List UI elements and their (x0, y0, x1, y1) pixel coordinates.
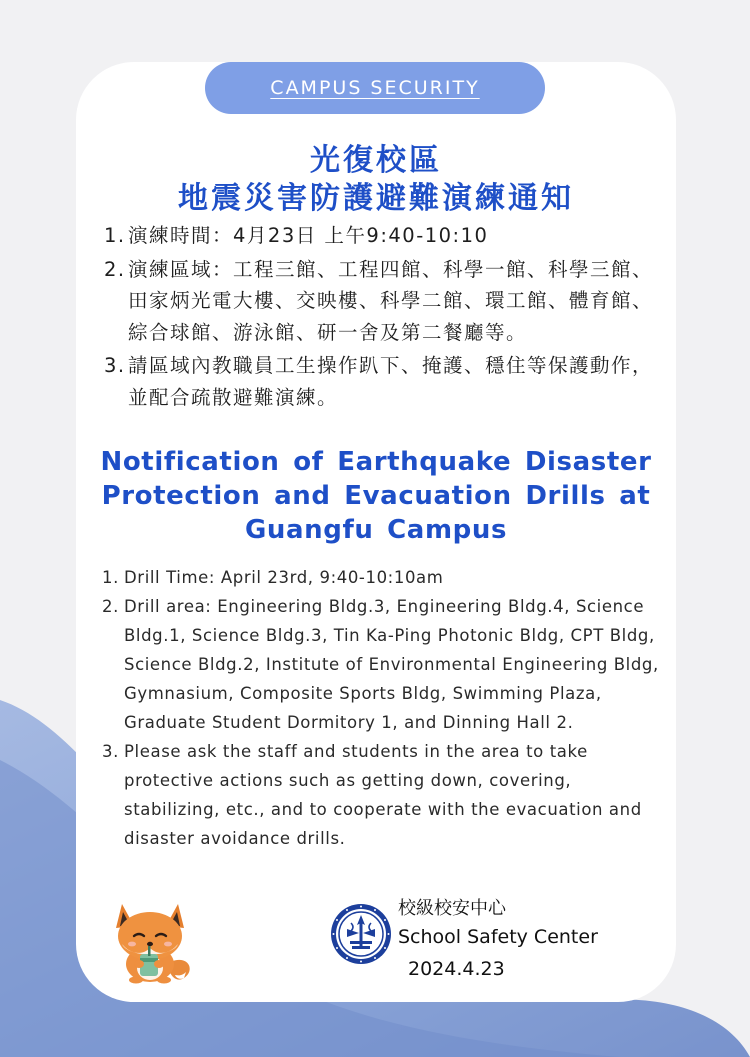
en-item-number: 3. (102, 742, 119, 761)
zh-list-item (104, 254, 664, 349)
org-name-en: School Safety Center (398, 926, 598, 948)
en-title: Notification of Earthquake Disaster Protection and Evacuation Drills at Guangfu Campus (100, 447, 652, 545)
zh-list-item (104, 220, 664, 252)
zh-item-number: 3. (104, 354, 126, 377)
badge-label: CAMPUS SECURITY (270, 77, 480, 99)
zh-item-text: 演練區域：工程三館、工程四館、科學一館、科學三館、田家炳光電大樓、交映樓、科學二館、環工館、體育館、綜合球館、游泳館、研一舍及第二餐廳等。 (128, 257, 654, 344)
zh-item-text: 演練時間：4月23日 上午9:40-10:10 (128, 224, 489, 247)
zh-item-number: 2. (104, 257, 126, 281)
en-list-item (102, 563, 662, 592)
en-list-item (102, 592, 662, 737)
en-item-number: 1. (102, 568, 119, 587)
en-item-number: 2. (102, 597, 119, 616)
org-name-zh: 校級校安中心 (398, 898, 506, 919)
zh-title-line2: 地震災害防護避難演練通知 (178, 181, 574, 216)
zh-title-line1: 光復校區 (310, 143, 442, 178)
fox-mascot-icon (108, 892, 198, 984)
zh-list-item (104, 350, 664, 413)
en-notice-list (102, 563, 662, 853)
en-item-text: Drill area: Engineering Bldg.3, Engineering Bldg.4, Science Bldg.1, Science Bldg.3, Tin Ka-Ping Photonic Bldg, CPT Bldg, Science Bldg.2, Institute of Environmental Engineering Bldg, Gymnasium, Composite Sports Bldg, Swimming Plaza, Graduate Student Dormitory 1, and Dinning Hall 2. (124, 597, 659, 732)
zh-notice-list (104, 220, 664, 415)
en-item-text: Please ask the staff and students in the area to take protective actions such as getting down, covering, stabilizing, etc., and to cooperate with the evacuation and disaster avoidance drills. (124, 742, 642, 848)
en-list-item (102, 737, 662, 853)
campus-security-badge (205, 62, 545, 114)
notice-date: 2024.4.23 (408, 958, 505, 980)
zh-item-text: 請區域內教職員工生操作趴下、掩護、穩住等保護動作，並配合疏散避難演練。 (128, 354, 654, 409)
zh-item-number: 1. (104, 224, 126, 247)
en-item-text: Drill Time: April 23rd, 9:40-10:10am (124, 568, 444, 587)
university-seal-icon (330, 903, 392, 965)
footer-signature (398, 896, 598, 986)
